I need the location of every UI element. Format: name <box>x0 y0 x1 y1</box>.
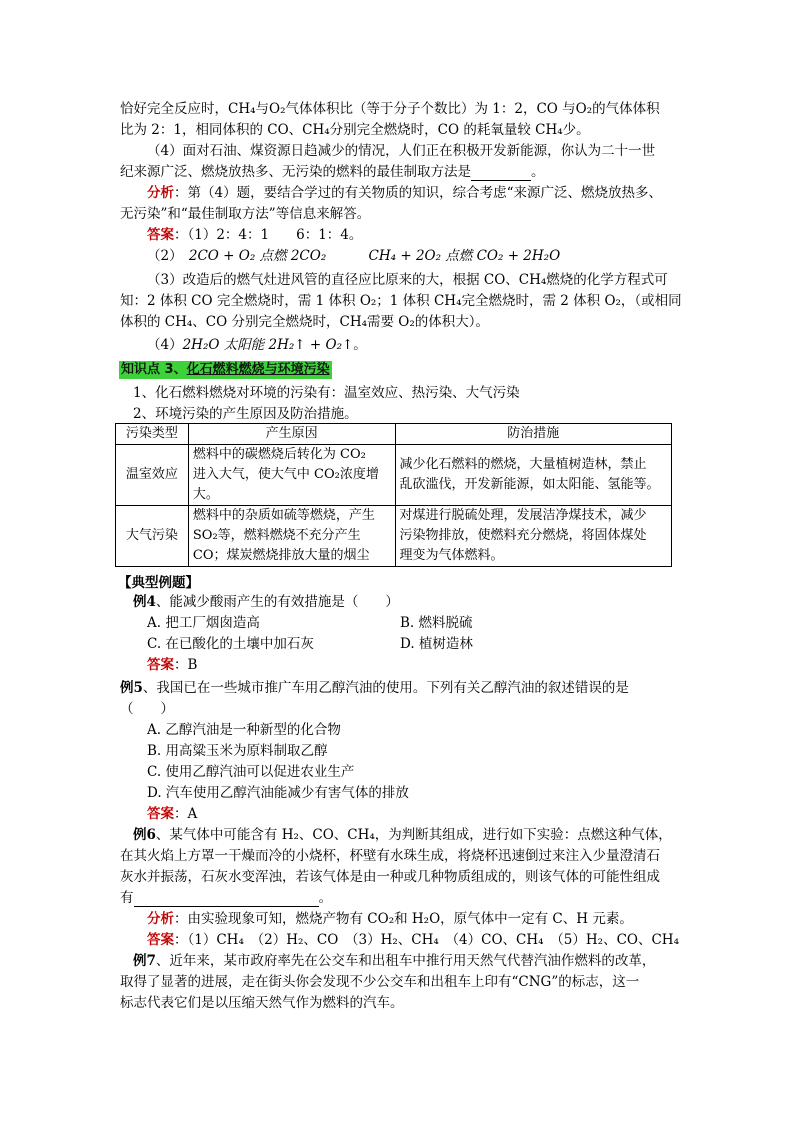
example-6-analysis <box>147 910 633 928</box>
measure-line: 乱砍滥伐，开发新能源，如太阳能、氢能等。 <box>399 477 660 492</box>
equation-ch4-combustion: CH₄ + 2O₂ 点燃 CO₂ + 2H₂O <box>368 248 561 264</box>
answer-label: 答案 <box>147 227 174 243</box>
table-row <box>116 445 672 506</box>
example-6-end: 。 <box>318 890 332 906</box>
answer-blank <box>134 892 319 907</box>
example-7-question <box>133 952 655 970</box>
cause-line: 燃料中的碳燃烧后转化为 CO₂ <box>192 447 366 462</box>
analysis-label: 分析 <box>147 911 174 927</box>
example-4-answer <box>147 656 197 674</box>
pollution-table <box>115 423 672 567</box>
answer-equations <box>147 247 560 265</box>
example-5-answer <box>147 805 197 823</box>
knowledge-point-topic: 化石燃料燃烧与环境污染 <box>186 362 330 377</box>
analysis-text: ：由实验现象可知，燃烧产物有 CO₂和 H₂O，原气体中一定有 C、H 元素。 <box>174 911 633 927</box>
example-6-question <box>133 826 672 844</box>
example-6-question: 灰水并振荡，石灰水变浑浊，若该气体是由一种或几种物质组成的，则该气体的可能性组成 <box>120 869 660 885</box>
analysis-text: ：第（4）题，要结合学过的有关物质的知识，综合考虑“来源广泛、燃烧放热多、 <box>174 185 662 201</box>
table-header: 产生原因 <box>188 424 395 445</box>
answer-4-line <box>147 336 367 354</box>
cause-line: 进入大气，使大气中 CO₂浓度增 <box>192 467 379 482</box>
measure-line: 污染物排放，使燃料充分燃烧，将固体煤处 <box>399 528 647 543</box>
option-c: C. 使用乙醇汽油可以促进农业生产 <box>147 764 355 780</box>
example-5-text: 、我国已在一些城市推广车用乙醇汽油的使用。下列有关乙醇汽油的叙述错误的是 <box>142 680 629 696</box>
example-6-label: 例6 <box>133 827 156 843</box>
measure-line: 减少化石燃料的燃烧，大量植树造林，禁止 <box>399 457 647 472</box>
analysis-line: 无污染”和“最佳制取方法”等信息来解答。 <box>120 206 371 222</box>
table-header: 防治措施 <box>395 424 672 445</box>
option-c: C. 在已酸化的土壤中加石灰 <box>147 636 314 652</box>
option-d: D. 植树造林 <box>400 636 473 652</box>
measure-line: 对煤进行脱硫处理，发展洁净煤技术，减少 <box>399 508 647 523</box>
analysis-label: 分析 <box>147 185 174 201</box>
measure-line: 理变为气体燃料。 <box>399 548 504 563</box>
answer-4-num: （4） <box>147 337 183 353</box>
examples-heading: 【典型例题】 <box>118 575 199 591</box>
question-4-line <box>120 163 545 181</box>
option-b: B. 用高粱玉米为原料制取乙醇 <box>147 743 328 759</box>
example-5-label: 例5 <box>120 680 143 696</box>
example-6-answer <box>147 931 679 949</box>
equation-water-decomposition: 2H₂O 太阳能 2H₂↑ + O₂↑ <box>182 337 354 353</box>
answer-text: ：（1）2：4：1 6：1：4。 <box>174 227 363 243</box>
option-b: B. 燃料脱硫 <box>400 615 473 631</box>
question-4-text: 纪来源广泛、燃烧放热多、无污染的燃料的最佳制取方法是 <box>120 164 471 180</box>
example-6-text: 、某气体中可能含有 H₂、CO、CH₄，为判断其组成，进行如下实验：点燃这种气体， <box>155 827 672 843</box>
answer-label: 答案 <box>147 657 174 673</box>
answer-label: 答案 <box>147 806 174 822</box>
table-header: 污染类型 <box>116 424 189 445</box>
answer-3-line: 知：2 体积 CO 完全燃烧时，需 1 体积 O₂；1 体积 CH₄完全燃烧时，需 2 体积 O₂，（或相同 <box>120 293 682 309</box>
pollution-type-cell: 温室效应 <box>116 445 189 506</box>
answer-text: ：A <box>174 806 198 822</box>
example-4-label: 例4 <box>133 594 156 610</box>
answer-4-end: 。 <box>353 337 367 353</box>
cause-line: 大。 <box>192 487 219 502</box>
answer-label: 答案 <box>147 932 174 948</box>
example-7-text: 、近年来，某市政府率先在公交车和出租车中推行用天然气代替汽油作燃料的改革， <box>155 953 656 969</box>
cause-line: CO；煤炭燃烧排放大量的烟尘 <box>192 548 370 563</box>
example-7-label: 例7 <box>133 953 156 969</box>
knowledge-item-1: 1、化石燃料燃烧对环境的污染有：温室效应、热污染、大气污染 <box>133 385 520 401</box>
paragraph-line: 比为 2：1，相同体积的 CO、CH₄分别完全燃烧时，CO 的耗氧量较 CH₄少。 <box>120 122 590 138</box>
question-4-end: 。 <box>531 164 545 180</box>
cause-cell <box>188 506 395 567</box>
answer-text: ：B <box>174 657 198 673</box>
analysis-line <box>147 184 662 202</box>
measure-cell <box>395 445 672 506</box>
table-header-row <box>116 424 672 445</box>
option-a: A. 乙醇汽油是一种新型的化合物 <box>147 722 341 738</box>
question-4-line: （4）面对石油、煤资源日趋减少的情况，人们正在积极开发新能源，你认为二十一世 <box>147 143 656 159</box>
example-7-question: 标志代表它们是以压缩天然气作为燃料的汽车。 <box>120 995 404 1011</box>
measure-cell <box>395 506 672 567</box>
knowledge-point-heading <box>119 361 332 379</box>
example-4-question <box>133 593 399 611</box>
answer-text: ：（1）CH₄ （2）H₂、CO （3）H₂、CH₄ （4）CO、CH₄ （5）H₂、CO、CH₄ <box>174 932 679 948</box>
example-6-question <box>120 889 332 907</box>
option-a: A. 把工厂烟囱造高 <box>147 615 260 631</box>
knowledge-item-2: 2、环境污染的产生原因及防治措施。 <box>133 406 358 422</box>
example-6-question: 在其火焰上方罩一干燥而冷的小烧杯，杯壁有水珠生成，将烧杯迅速倒过来注入少量澄清石 <box>120 848 660 864</box>
answer-2-num: （2） <box>147 248 183 264</box>
example-7-question: 取得了显著的进展，走在街头你会发现不少公交车和出租车上印有“CNG”的标志，这一 <box>120 974 640 990</box>
cause-line: SO₂等，燃料燃烧不充分产生 <box>192 528 361 543</box>
example-5-question: （ ） <box>120 701 174 717</box>
knowledge-point-label: 知识点 3、 <box>121 362 187 377</box>
equation-co-combustion: 2CO + O₂ 点燃 2CO₂ <box>188 248 327 264</box>
answer-blank <box>471 166 531 181</box>
example-5-question <box>120 679 629 697</box>
answer-3-line: 体积的 CH₄、CO 分别完全燃烧时，CH₄需要 O₂的体积大）。 <box>120 314 490 330</box>
answer-3-line: （3）改造后的燃气灶进风管的直径应比原来的大，根据 CO、CH₄燃烧的化学方程式可 <box>147 272 668 288</box>
answer-line <box>147 226 362 244</box>
cause-cell <box>188 445 395 506</box>
example-6-text: 有 <box>120 890 134 906</box>
example-4-text: 、能减少酸雨产生的有效措施是（ ） <box>155 594 399 610</box>
cause-line: 燃料中的杂质如硫等燃烧，产生 <box>192 508 375 523</box>
paragraph-line: 恰好完全反应时，CH₄与O₂气体体积比（等于分子个数比）为 1：2，CO 与O₂的气体体积 <box>120 101 660 117</box>
pollution-type-cell: 大气污染 <box>116 506 189 567</box>
option-d: D. 汽车使用乙醇汽油能减少有害气体的排放 <box>147 785 409 801</box>
table-row <box>116 506 672 567</box>
